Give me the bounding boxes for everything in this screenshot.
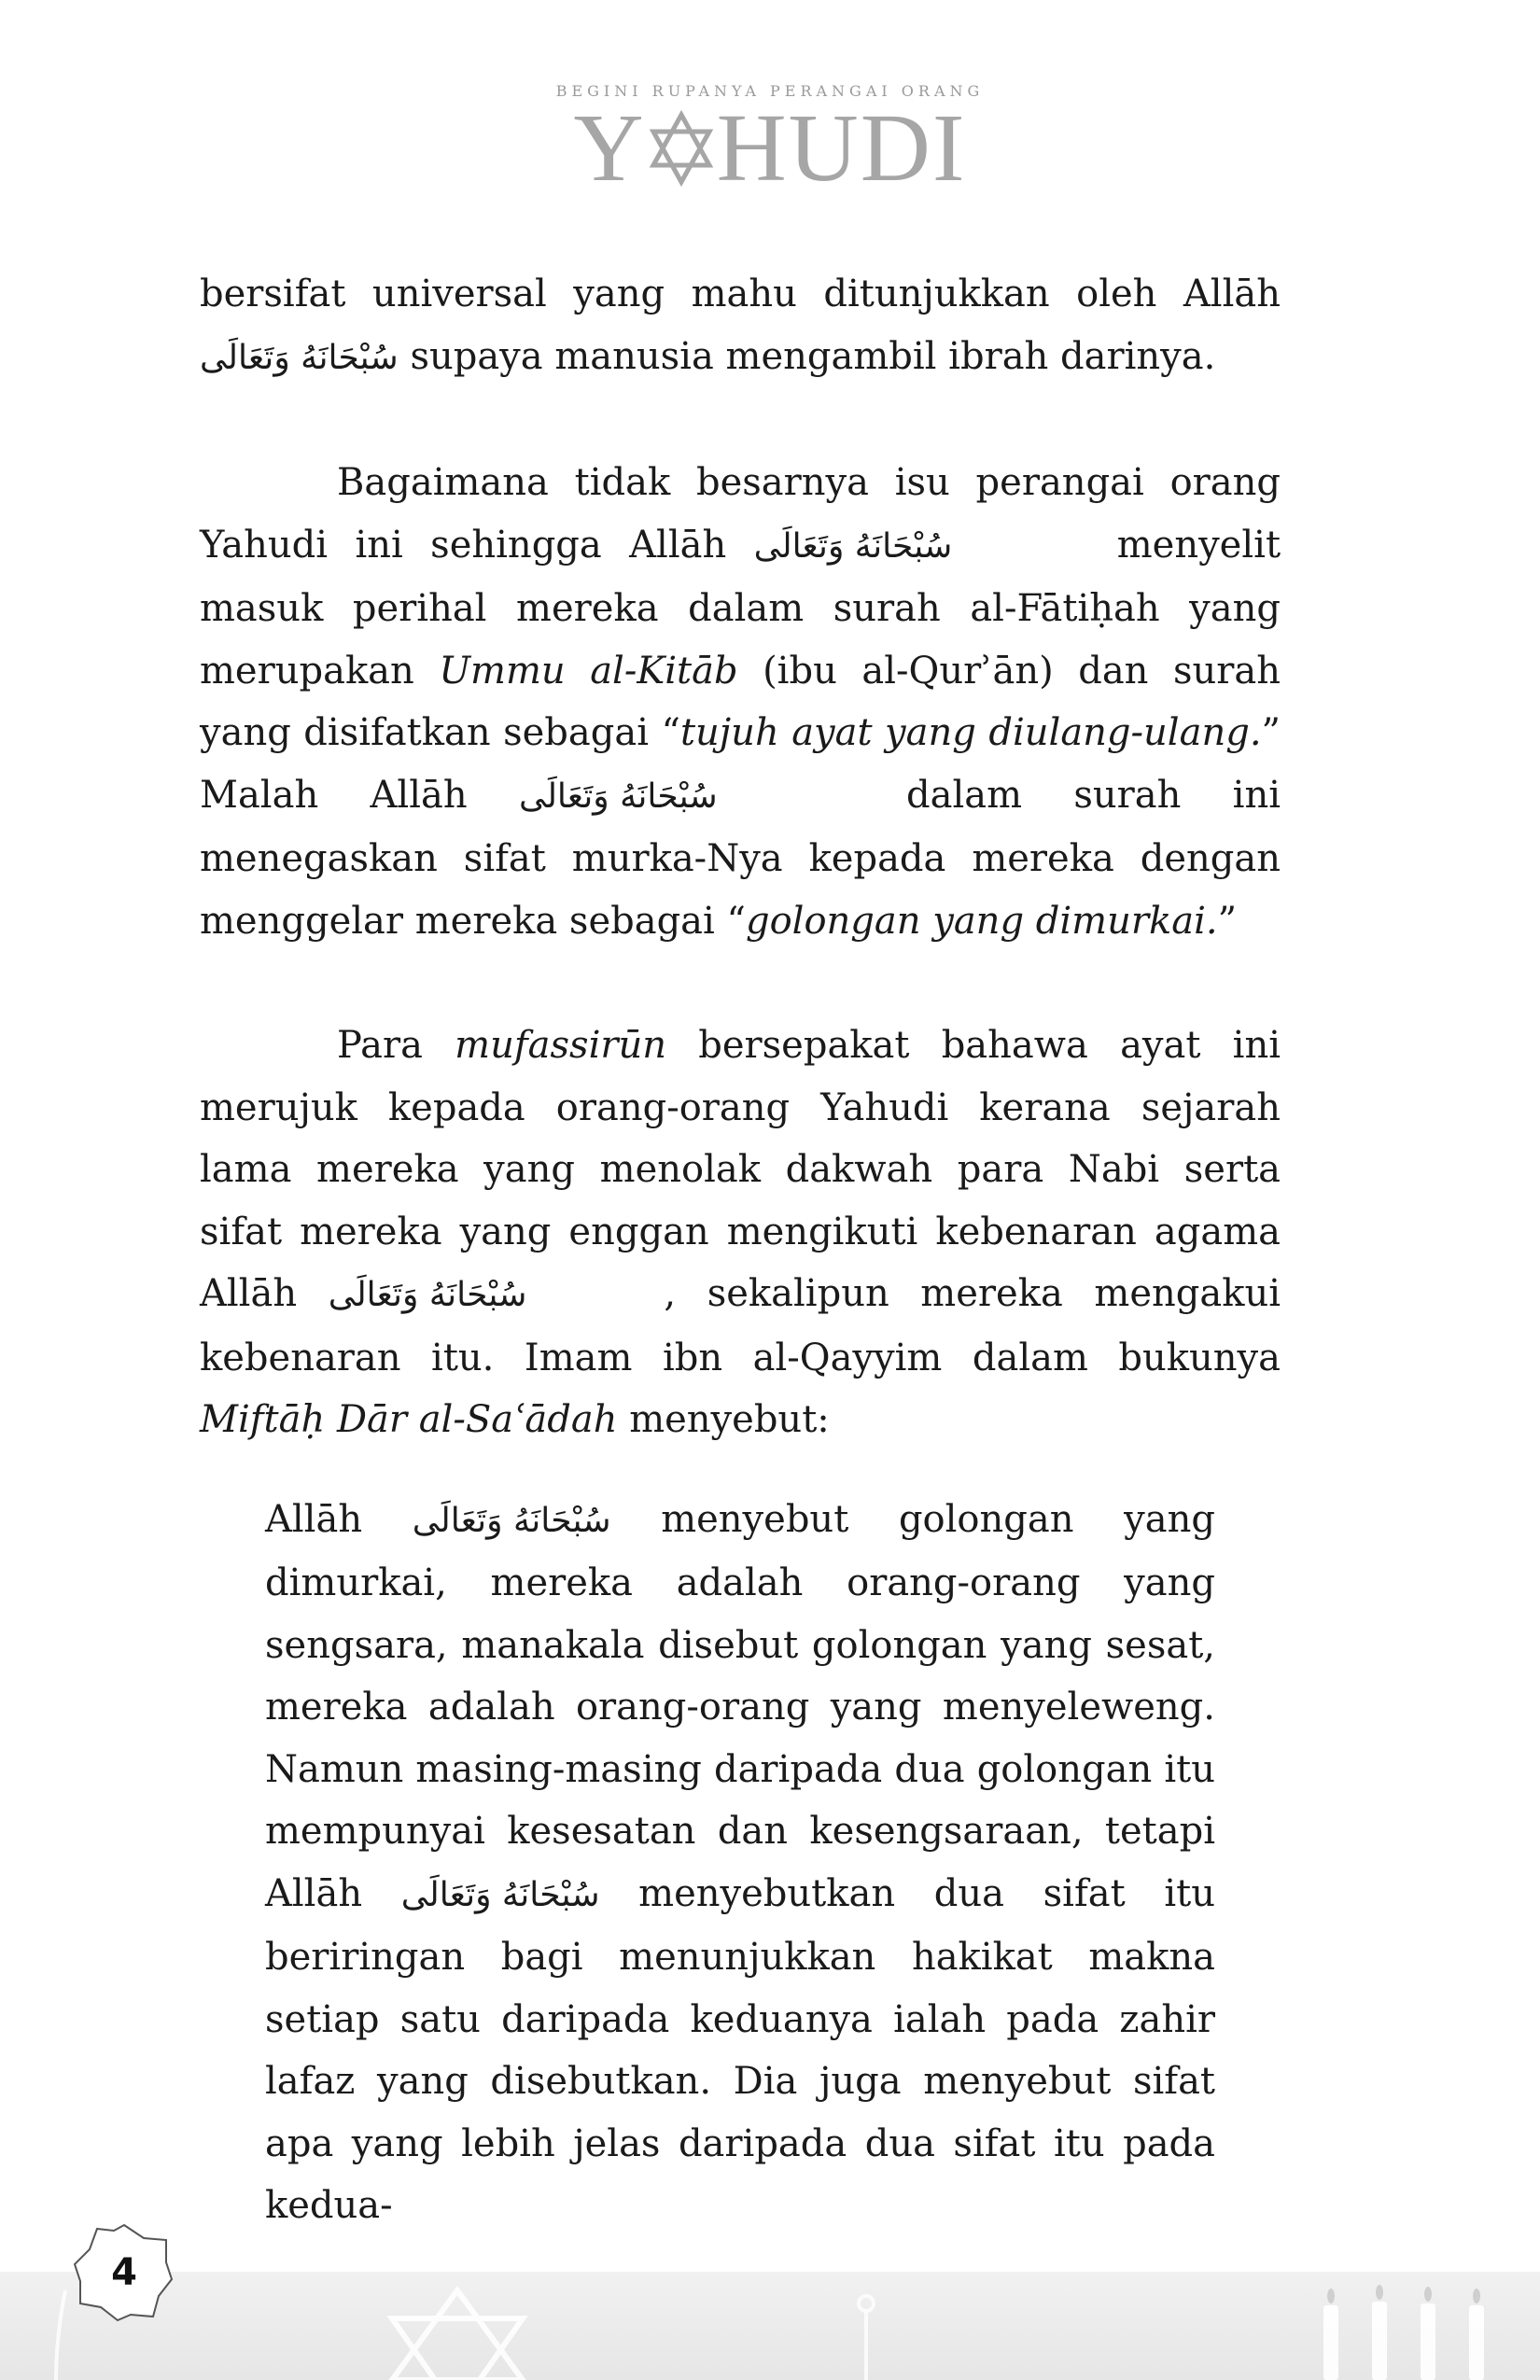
paragraph-1-text-a: bersifat universal yang mahu ditunjukkan oleh Allāh xyxy=(200,273,1281,315)
paragraph-2-text-i: ” xyxy=(1217,899,1238,943)
paragraph-2-text-g: dalam surah ini menegaskan sifat murka-Nya kepada mereka dengan menggelar mereka sebagai “ xyxy=(200,773,1281,943)
candles-icon xyxy=(1323,2302,1484,2380)
footer-decoration xyxy=(0,2272,1540,2380)
paragraph-3-text-c: bersepakat bahawa ayat ini merujuk kepada orang-orang Yahudi kerana sejarah lama mereka yang menolak dakwah para Nabi serta sifat mereka yang enggan mengikuti kebenaran agama Allāh xyxy=(200,1024,1281,1315)
paragraph-2-text-a: Bagaimana tidak besarnya isu perangai orang Yahudi ini sehingga Allāh xyxy=(200,461,1281,567)
header-subtitle: BEGINI RUPANYA PERANGAI ORANG xyxy=(555,82,985,100)
lamp-icon xyxy=(859,2296,874,2380)
arabic-honorific: سُبْحَانَهُ وَتَعَالَى xyxy=(200,338,399,377)
running-header xyxy=(0,82,1540,202)
paragraph-3-text-a: Para xyxy=(337,1024,423,1067)
arabic-honorific: سُبْحَانَهُ وَتَعَالَى xyxy=(400,1875,600,1914)
paragraph-gap xyxy=(200,952,1281,1015)
paragraph-2-italic-quote: tujuh ayat yang diulang-ulang. xyxy=(679,711,1262,754)
arabic-honorific: سُبْحَانَهُ وَتَعَالَى xyxy=(412,1501,611,1540)
paragraph-3-italic-mufassirun: mufassirūn xyxy=(455,1024,667,1067)
paragraph-2-italic-dimurkai: golongan yang dimurkai. xyxy=(745,899,1218,943)
paragraph-1 xyxy=(200,263,1281,389)
paragraph-2-text-f: ” Malah Allāh xyxy=(200,711,1281,817)
footer-curve xyxy=(56,2290,65,2380)
paragraph-1-text-b: supaya manusia mengambil ibrah darinya. xyxy=(410,334,1216,378)
arabic-honorific: سُبْحَانَهُ وَتَعَالَى xyxy=(753,526,953,566)
quote-gap xyxy=(200,1451,1281,1489)
block-quote xyxy=(265,1489,1215,2237)
header-title-right: HUDI xyxy=(716,94,967,202)
arabic-honorific: سُبْحَانَهُ وَتَعَالَى xyxy=(518,777,718,816)
header-title xyxy=(573,94,967,202)
star-of-david-icon xyxy=(648,109,715,188)
quote-text-b: menyebut golongan yang dimurkai, mereka adalah orang-orang yang sengsara, manakala disebut golongan yang sesat, mereka adalah orang-orang yang menyeleweng. Namun masing-masing daripada dua golongan itu mempunyai kesesatan dan kesengsaraan, tetapi Allāh xyxy=(265,1497,1215,1915)
paragraph-2-italic-ummu-al-kitab: Ummu al-Kitāb xyxy=(439,649,738,693)
paragraph-3 xyxy=(200,1015,1281,1451)
paragraph-2 xyxy=(200,452,1281,952)
paragraph-3-text-f: menyebut: xyxy=(629,1398,830,1441)
header-title-left: Y xyxy=(573,94,646,202)
quote-text-c: menyebutkan dua sifat itu beriringan bagi menunjukkan hakikat makna setiap satu daripada keduanya ialah pada zahir lafaz yang disebutkan. Dia juga menyebut sifat apa yang lebih jelas daripada dua sifat itu pada kedua- xyxy=(265,1871,1215,2227)
footer-star-icon xyxy=(392,2290,523,2380)
quote-text-a: Allāh xyxy=(265,1497,363,1541)
paragraph-3-italic-book-title: Miftāḥ Dār al-Saʿādah xyxy=(200,1398,618,1441)
paragraph-gap xyxy=(200,389,1281,452)
paragraph-2-text-b: menyelit masuk perihal mereka dalam surah al-Fātiḥah yang merupakan xyxy=(200,523,1281,693)
paragraph-3-text-d: , sekalipun mereka mengakui kebenaran itu. Imam ibn al-Qayyim dalam bukunya xyxy=(200,1272,1281,1379)
arabic-honorific: سُبْحَانَهُ وَتَعَالَى xyxy=(328,1276,527,1314)
paragraph-2-text-d: (ibu al-Qurʾān) dan surah yang disifatkan sebagai “ xyxy=(200,649,1281,754)
page-number: 4 xyxy=(111,2251,137,2294)
page-body xyxy=(200,263,1281,2237)
